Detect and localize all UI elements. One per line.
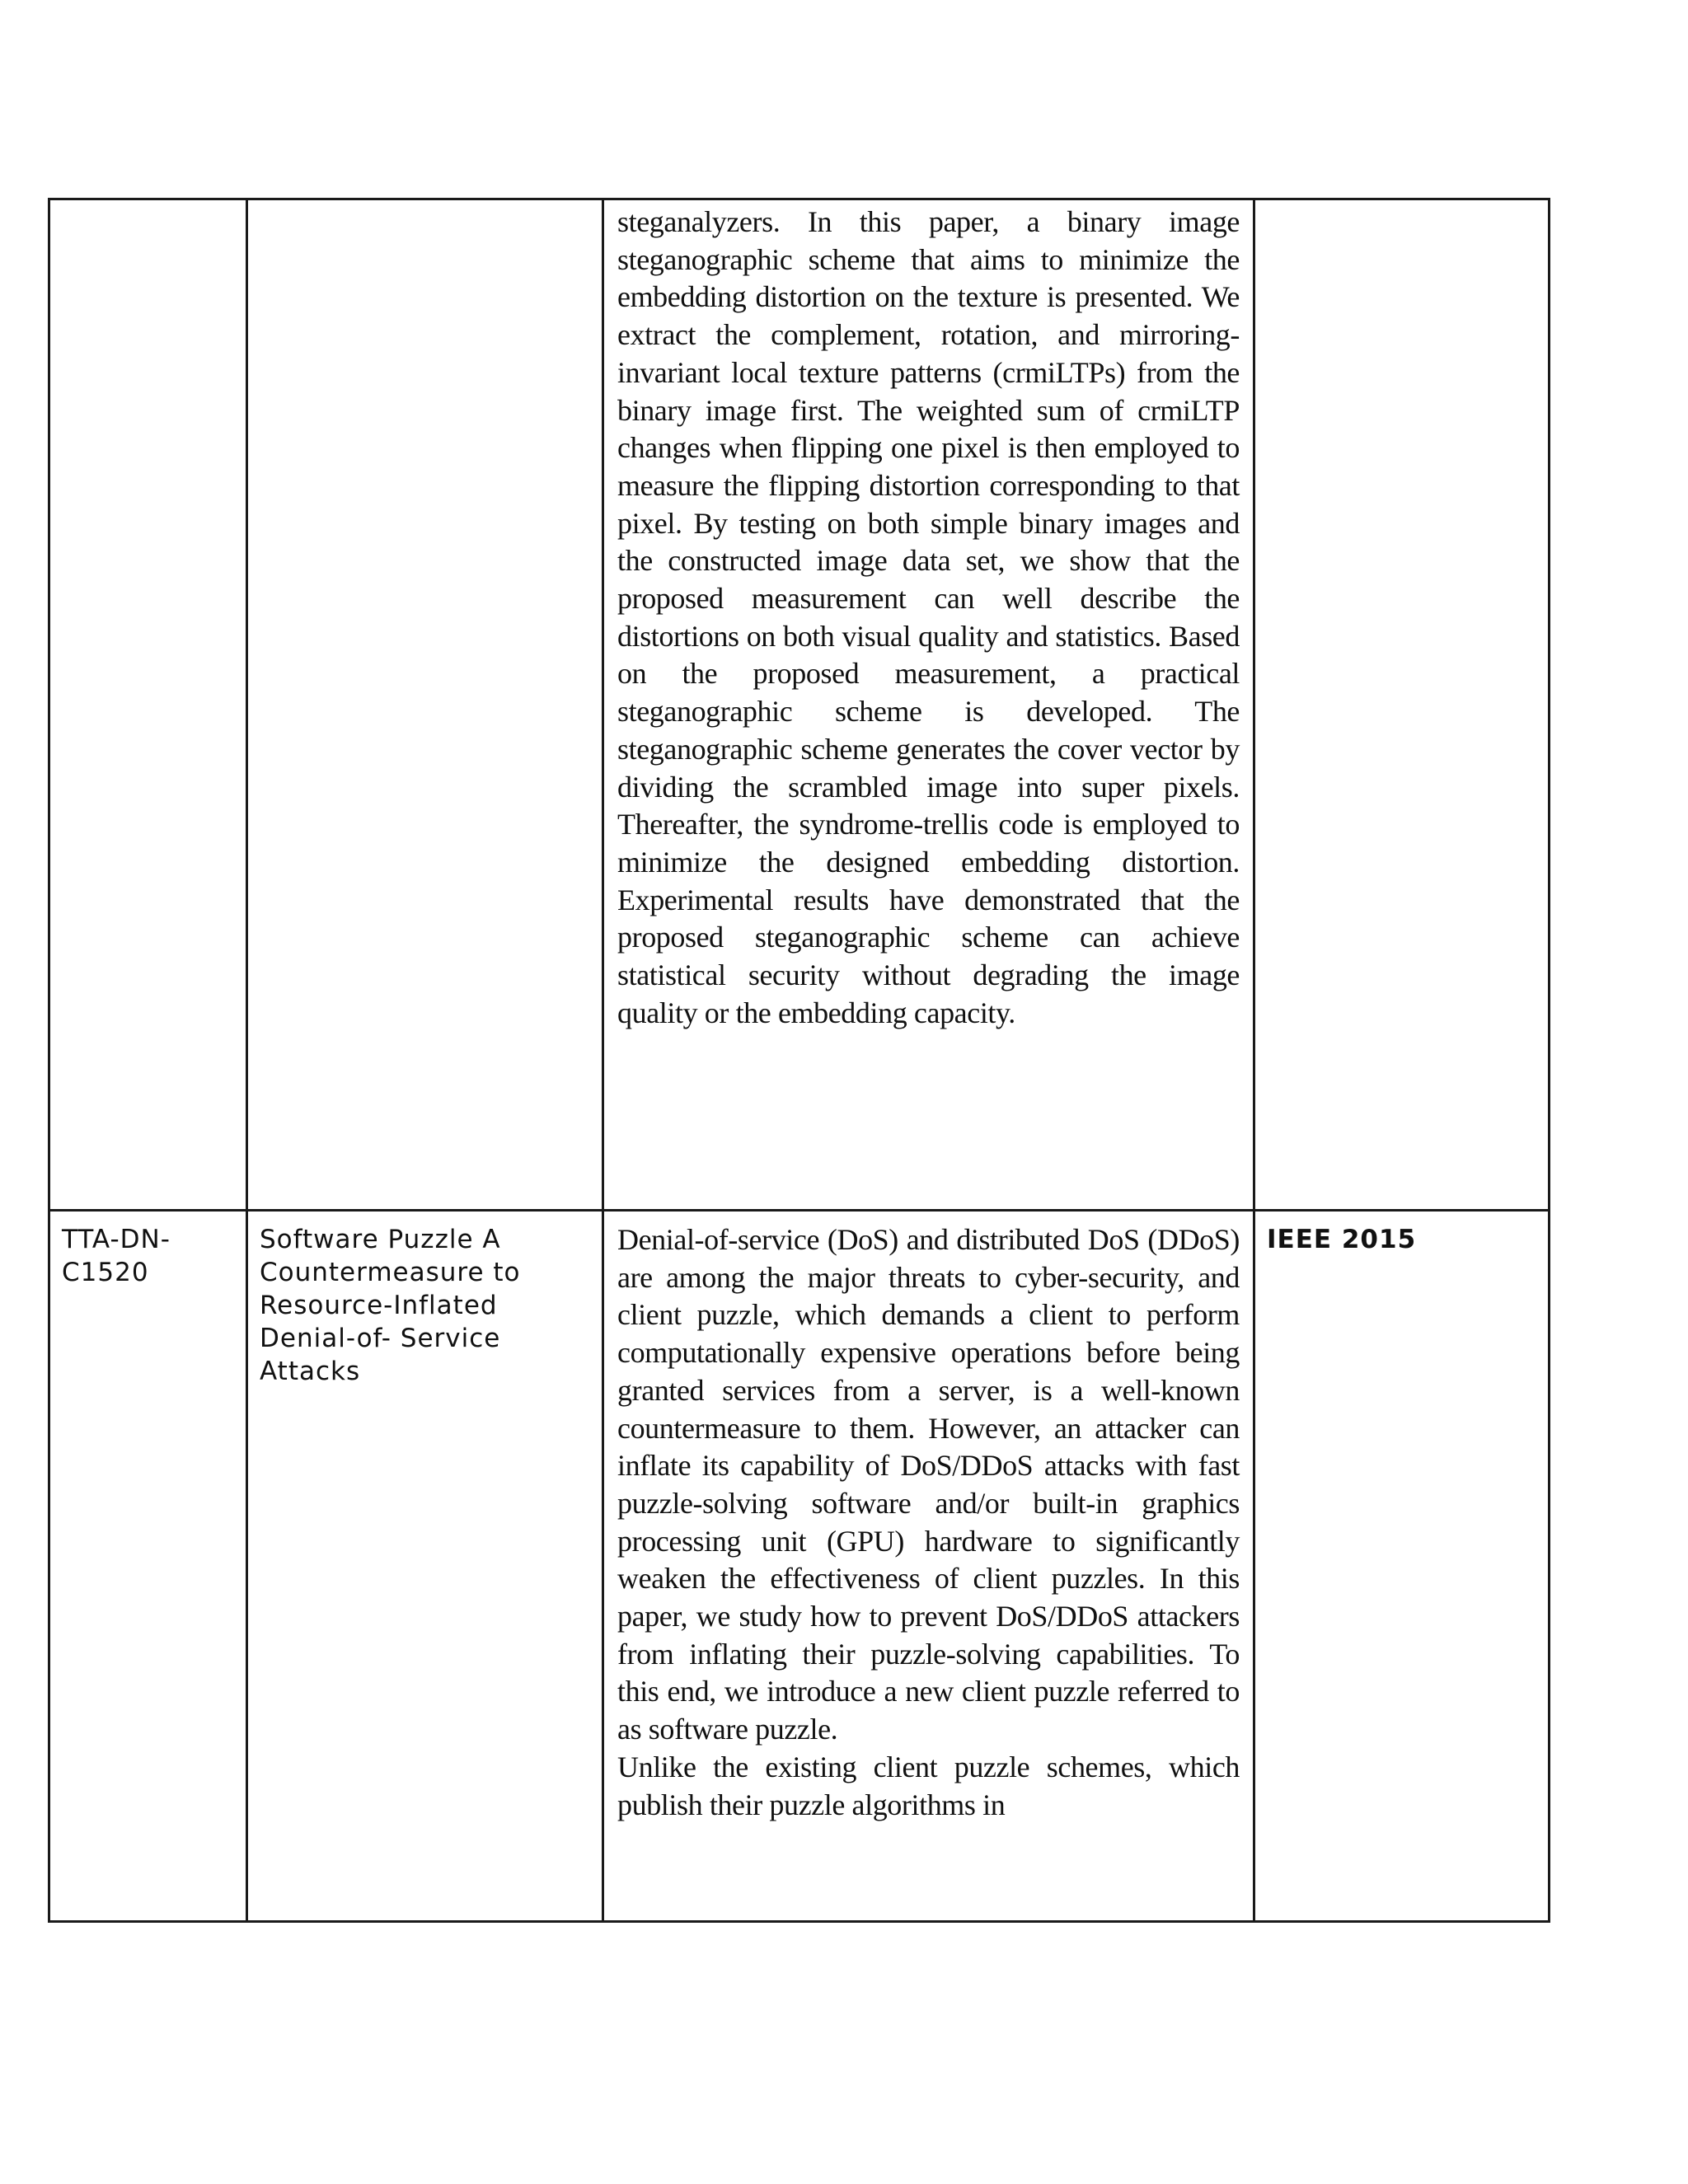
abstract-paragraph: Unlike the existing client puzzle schemes, which publish their puzzle algorithms in [617,1750,1240,1821]
abstract-paragraph: Denial-of-service (DoS) and distributed DoS (DDoS) are among the major threats to cyber-security, and client puzzle, which demands a client to perform computationally expensive operations before being granted services from a server, is a well-known countermeasure to them. However, an attacker can inflate its capability of DoS/DDoS attacks with fast puzzle-solving software and/or built-in graphics processing unit (GPU) hardware to significantly weaken the effectiveness of client puzzles. In this paper, we study how to prevent DoS/DDoS attackers from inflating their puzzle-solving capabilities. To this end, we introduce a new client puzzle referred to as software puzzle. [617,1223,1240,1746]
project-table [48,198,1550,1923]
table-row [49,199,1550,1211]
abstract-cell [603,199,1254,1211]
project-code: TTA-DN- C1520 [62,1225,171,1287]
abstract-text [604,1212,1253,1824]
project-title: Software Puzzle A Countermeasure to Resource-Inflated Denial-of- Service Attacks [260,1225,521,1386]
publication-cell [1254,199,1550,1211]
project-title [248,200,602,212]
publication-cell [1254,1211,1550,1922]
abstract-text [604,200,1253,1032]
project-title-cell [247,1211,603,1922]
abstract-cell [603,1211,1254,1922]
publication-label [1255,200,1548,212]
project-code-cell [49,199,247,1211]
project-title-cell [247,199,603,1211]
project-code [50,200,246,212]
abstract-paragraph: steganalyzers. In this paper, a binary image steganographic scheme that aims to minimize the embedding distortion on the texture is presented. We extract the complement, rotation, and mirroring-invariant local texture patterns (crmiLTPs) from the binary image first. The weighted sum of crmiLTP changes when flipping one pixel is then employed to measure the flipping distortion corresponding to that pixel. By testing on both simple binary images and the constructed image data set, we show that the proposed measurement can well describe the distortions on both visual quality and statistics. Based on the proposed measurement, a practical steganographic scheme is developed. The steganographic scheme generates the cover vector by dividing the scrambled image into super pixels. Thereafter, the syndrome-trellis code is employed to minimize the designed embedding distortion. Experimental results have demonstrated that the proposed steganographic scheme can achieve statistical security without degrading the image quality or the embedding capacity. [617,205,1240,1029]
publication-label: IEEE 2015 [1267,1225,1417,1254]
table-row [49,1211,1550,1922]
project-code-cell [49,1211,247,1922]
